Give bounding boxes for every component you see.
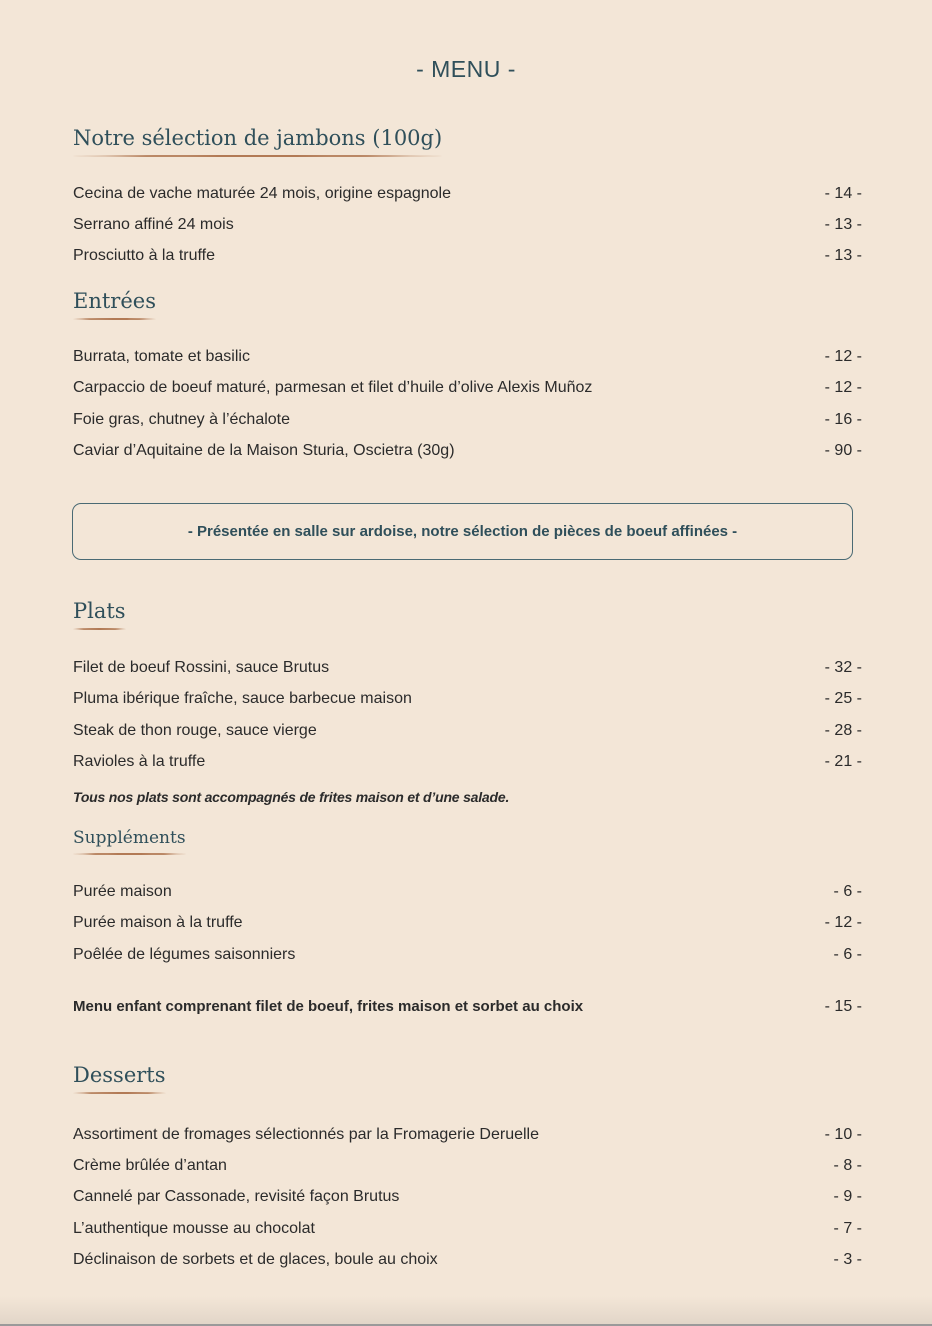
menu-item-price: - 9 - — [833, 1188, 862, 1205]
plats-note: Tous nos plats sont accompagnés de frites maison et d’une salade. — [73, 789, 510, 805]
menu-item-price: - 10 - — [824, 1126, 862, 1143]
menu-item-row — [73, 377, 862, 399]
menu-item-price: - 6 - — [833, 946, 862, 963]
menu-item-row — [73, 245, 862, 267]
menu-item-price: - 3 - — [833, 1251, 862, 1268]
menu-item-price: - 12 - — [824, 914, 862, 931]
menu-item-price: - 12 - — [824, 379, 862, 396]
menu-item-name: Carpaccio de boeuf maturé, parmesan et filet d’huile d’olive Alexis Muñoz — [73, 379, 593, 396]
menu-item-row — [73, 346, 862, 368]
menu-item-price: - 16 - — [824, 411, 862, 428]
menu-item-name: Burrata, tomate et basilic — [73, 348, 250, 365]
menu-item-name: Caviar d’Aquitaine de la Maison Sturia, Oscietra (30g) — [73, 442, 455, 459]
section-title-jambons — [73, 126, 442, 157]
menu-item-row — [73, 1186, 862, 1208]
section-title-plats — [73, 599, 126, 630]
menu-item-name: Purée maison — [73, 883, 172, 900]
menu-item-name: Ravioles à la truffe — [73, 753, 206, 770]
ardoise-banner — [72, 503, 853, 560]
menu-item-name: Pluma ibérique fraîche, sauce barbecue maison — [73, 690, 412, 707]
menu-item-name: Assortiment de fromages sélectionnés par la Fromagerie Deruelle — [73, 1126, 539, 1143]
menu-enfant-name: Menu enfant comprenant filet de boeuf, frites maison et sorbet au choix — [73, 998, 584, 1015]
menu-item-price: - 14 - — [824, 185, 862, 202]
menu-item-row — [73, 214, 862, 236]
section-underline — [73, 155, 442, 157]
menu-item-row — [73, 440, 862, 462]
menu-item-name: Déclinaison de sorbets et de glaces, boule au choix — [73, 1251, 438, 1268]
menu-item-row — [73, 657, 862, 679]
menu-item-name: L’authentique mousse au chocolat — [73, 1220, 315, 1237]
menu-item-name: Filet de boeuf Rossini, sauce Brutus — [73, 659, 330, 676]
menu-item-row — [73, 751, 862, 773]
menu-item-name: Purée maison à la truffe — [73, 914, 243, 931]
menu-item-name: Steak de thon rouge, sauce vierge — [73, 722, 317, 739]
ardoise-banner-text: - Présentée en salle sur ardoise, notre sélection de pièces de boeuf affinées - — [187, 523, 738, 540]
menu-item-row — [73, 1249, 862, 1271]
section-title-jambons-text: Notre sélection de jambons (100g) — [73, 126, 443, 150]
menu-item-row — [73, 1218, 862, 1240]
menu-item-price: - 6 - — [833, 883, 862, 900]
menu-item-price: - 21 - — [824, 753, 862, 770]
menu-item-name: Crème brûlée d’antan — [73, 1157, 227, 1174]
menu-item-price: - 7 - — [833, 1220, 862, 1237]
menu-enfant-price: - 15 - — [824, 998, 862, 1015]
page-bottom-shadow — [0, 1296, 932, 1326]
section-title-supplements-text: Suppléments — [73, 828, 186, 848]
menu-item-price: - 25 - — [824, 690, 862, 707]
menu-item-price: - 12 - — [824, 348, 862, 365]
menu-item-name: Prosciutto à la truffe — [73, 247, 215, 264]
menu-item-price: - 13 - — [824, 216, 862, 233]
menu-item-row — [73, 1155, 862, 1177]
menu-item-row — [73, 881, 862, 903]
section-underline — [73, 1092, 166, 1094]
section-title-entrees — [73, 289, 156, 320]
menu-item-name: Cecina de vache maturée 24 mois, origine espagnole — [73, 185, 452, 202]
section-title-desserts-text: Desserts — [73, 1063, 166, 1087]
menu-enfant-row — [73, 996, 862, 1018]
menu-item-row — [73, 944, 862, 966]
menu-title: - MENU - — [416, 56, 516, 82]
menu-item-name: Serrano affiné 24 mois — [73, 216, 234, 233]
section-underline — [73, 853, 186, 855]
menu-item-price: - 8 - — [833, 1157, 862, 1174]
section-underline — [73, 318, 156, 320]
menu-item-price: - 28 - — [824, 722, 862, 739]
menu-item-row — [73, 409, 862, 431]
menu-item-row — [73, 183, 862, 205]
menu-item-price: - 90 - — [824, 442, 862, 459]
menu-item-price: - 32 - — [824, 659, 862, 676]
section-title-entrees-text: Entrées — [73, 289, 156, 313]
menu-item-row — [73, 720, 862, 742]
section-title-plats-text: Plats — [73, 599, 126, 623]
section-underline — [73, 628, 126, 630]
section-title-supplements — [73, 828, 186, 855]
menu-item-row — [73, 912, 862, 934]
menu-item-price: - 13 - — [824, 247, 862, 264]
menu-item-row — [73, 1124, 862, 1146]
menu-item-name: Poêlée de légumes saisonniers — [73, 946, 296, 963]
menu-item-row — [73, 688, 862, 710]
menu-item-name: Foie gras, chutney à l’échalote — [73, 411, 291, 428]
menu-item-name: Cannelé par Cassonade, revisité façon Brutus — [73, 1188, 400, 1205]
section-title-desserts — [73, 1063, 166, 1094]
